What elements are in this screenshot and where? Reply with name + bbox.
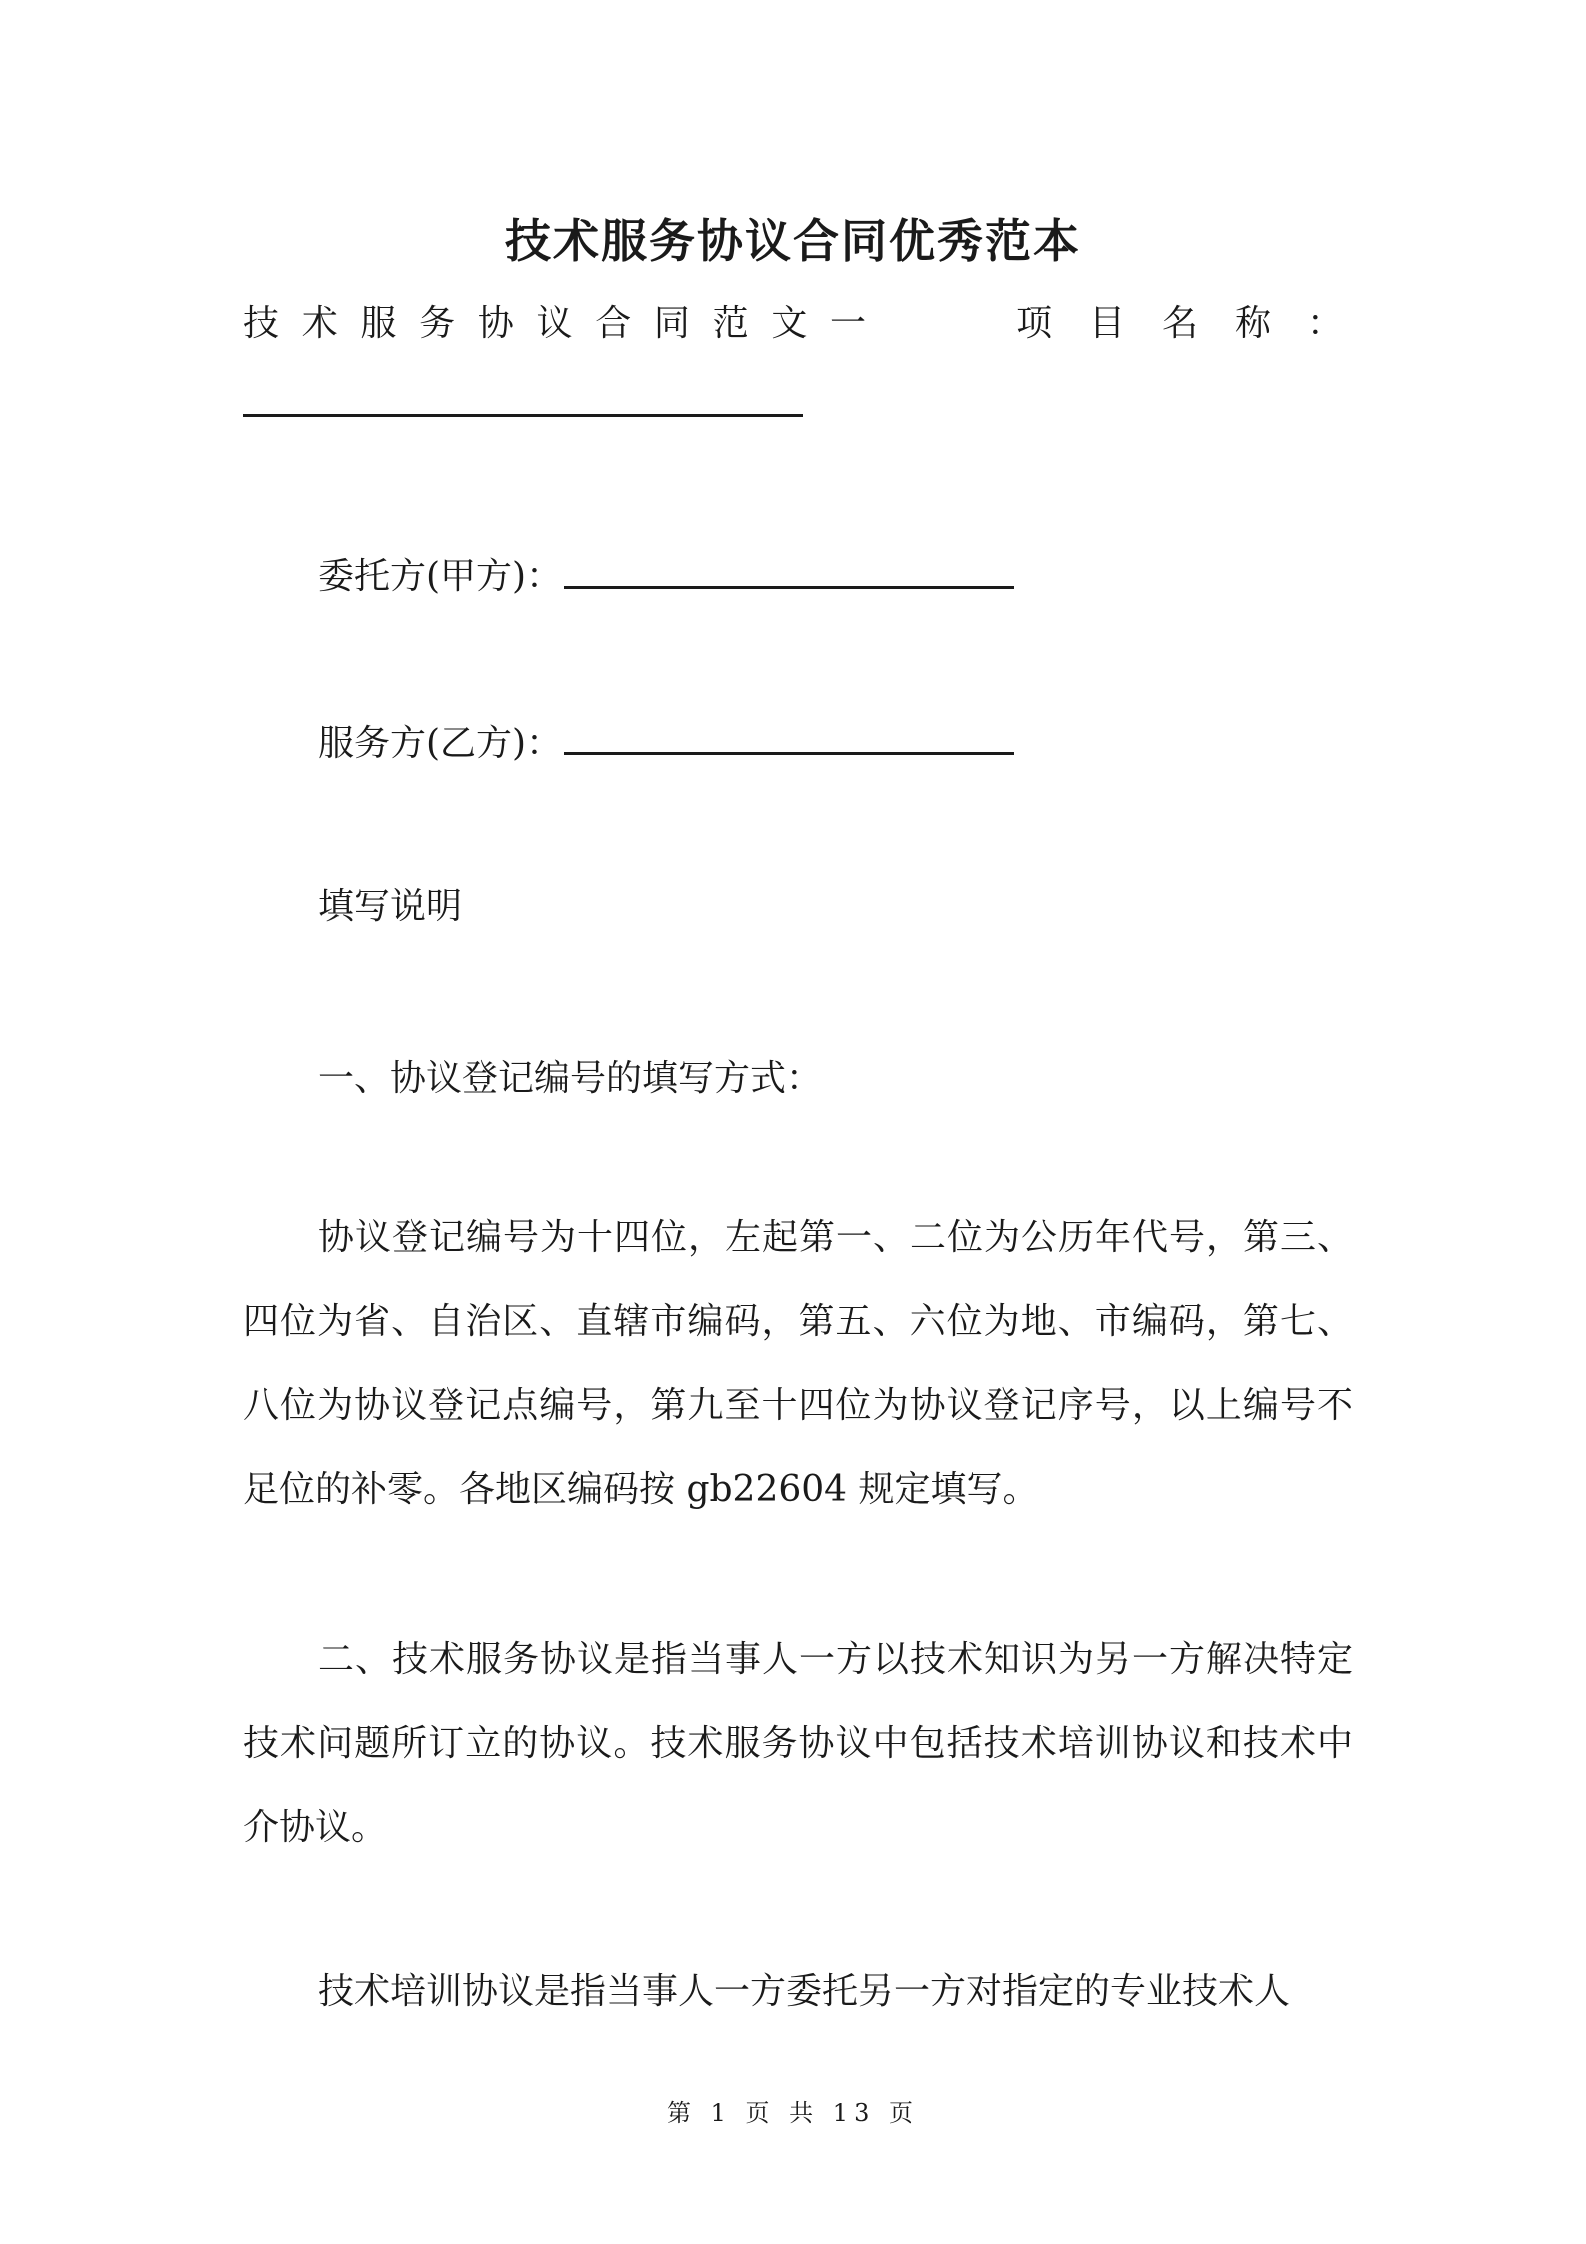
document-title: 技术服务协议合同优秀范本 — [505, 214, 1081, 268]
subtitle-char: 服 — [360, 303, 397, 344]
subtitle-char: 文 — [771, 303, 808, 344]
paragraph-registration-number: 协议登记编号为十四位，左起第一、二位为公历年代号，第三、四位为省、自治区、直辖市编码，第五、六位为地、市编码，第七、八位为协议登记点编号，第九至十四位为协议登记序号，以上编号不足位的补零。各地区编码按 gb22604 规定填写。 — [243, 1217, 1353, 1510]
project-name-label — [1016, 295, 1271, 346]
subtitle-char: 议 — [536, 303, 573, 344]
party-b-label: 服务方(乙方)： — [318, 723, 563, 764]
subtitle-char: 同 — [653, 303, 690, 344]
subtitle-left — [243, 295, 866, 346]
label-char: 目 — [1089, 303, 1126, 344]
subtitle-char: 技 — [243, 303, 280, 344]
subtitle-char: 务 — [419, 303, 456, 344]
project-name-blank — [243, 414, 803, 417]
subtitle-char: 术 — [301, 303, 338, 344]
paragraph-service-agreement: 二、技术服务协议是指当事人一方以技术知识为另一方解决特定技术问题所订立的协议。技术服务协议中包括技术培训协议和技术中介协议。 — [243, 1639, 1353, 1848]
subtitle-char: 合 — [595, 303, 632, 344]
label-char: 项 — [1016, 303, 1053, 344]
label-char: 名 — [1161, 303, 1198, 344]
label-char: 称 — [1234, 303, 1271, 344]
project-name-colon: ： — [1306, 303, 1343, 344]
section-1-heading: 一、协议登记编号的填写方式： — [318, 1058, 823, 1099]
party-a-label: 委托方(甲方)： — [318, 556, 563, 597]
fill-instructions-heading: 填写说明 — [318, 886, 463, 927]
party-a-blank — [564, 586, 1014, 589]
subtitle-char: 一 — [830, 303, 867, 344]
page-footer: 第 1 页 共 13 页 — [667, 2099, 919, 2127]
subtitle-char: 协 — [477, 303, 514, 344]
subtitle-line — [243, 295, 1343, 346]
subtitle-char: 范 — [712, 303, 749, 344]
party-b-blank — [564, 752, 1014, 755]
paragraph-training-agreement: 技术培训协议是指当事人一方委托另一方对指定的专业技术人 — [318, 1971, 1291, 2012]
